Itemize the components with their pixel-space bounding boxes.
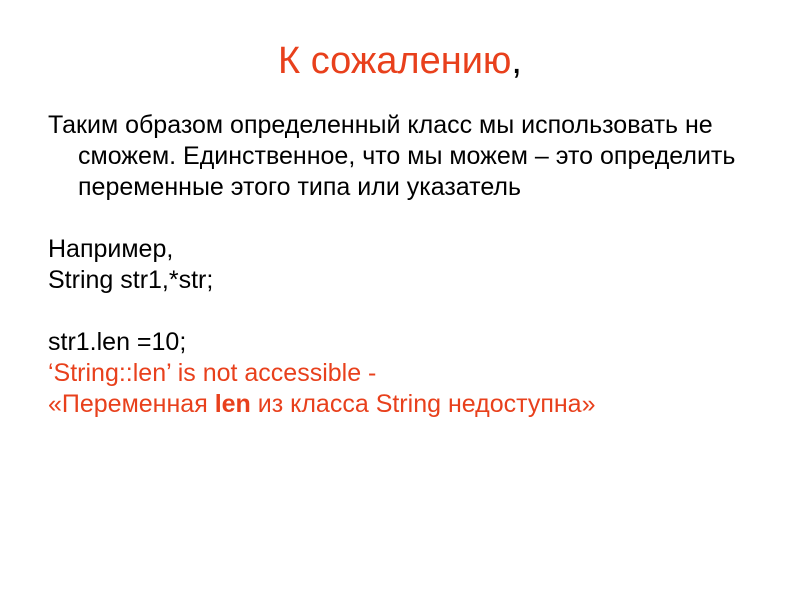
slide-title (0, 38, 800, 84)
example-label: Например, (48, 235, 174, 263)
assignment-code: str1.len =10; (48, 328, 187, 356)
error-message-en: ‘String::len’ is not accessible - (48, 359, 377, 387)
slide-title-comma: , (511, 40, 522, 82)
slide-title-text: К сожалению (278, 40, 512, 82)
error-ru-part1: «Переменная (48, 390, 215, 418)
intro-paragraph: Таким образом определенный класс мы использовать не сможем. Единственное, что мы можем – это определить переменные этого типа или указатель (48, 111, 736, 201)
declaration-code: String str1,*str; (48, 266, 214, 294)
error-message-ru (48, 389, 768, 420)
spacer (48, 296, 768, 327)
error-ru-keyword: len (214, 390, 251, 418)
slide-body (48, 110, 768, 420)
error-ru-part2: из класса String недоступна» (250, 390, 596, 418)
spacer (48, 203, 768, 234)
